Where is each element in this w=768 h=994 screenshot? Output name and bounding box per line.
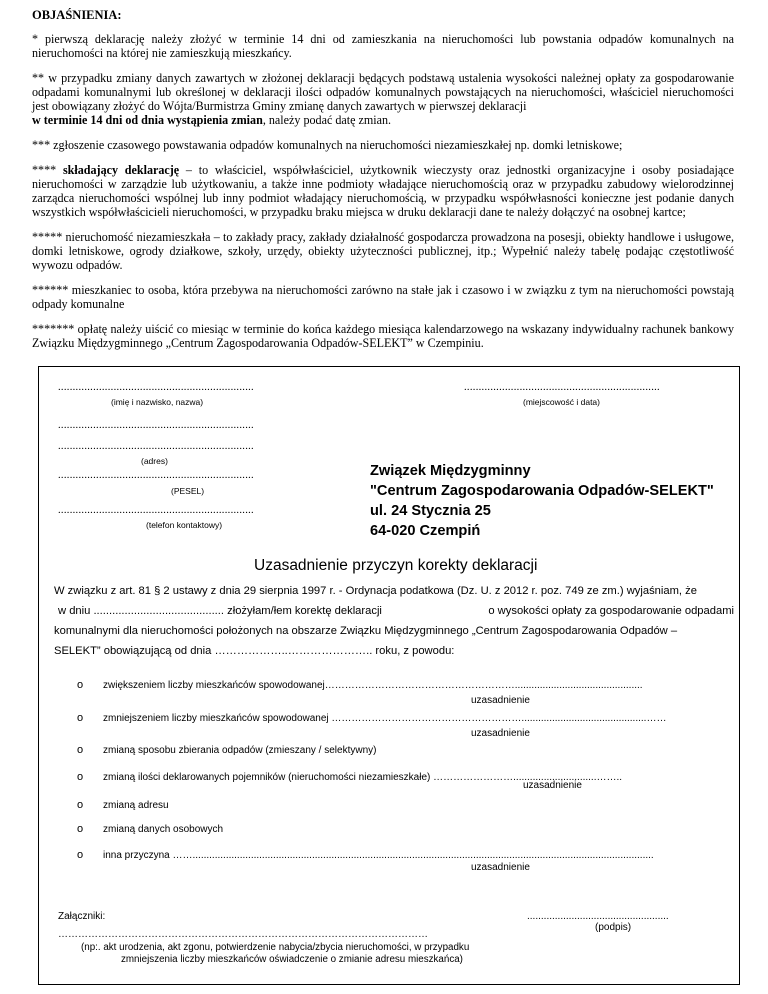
recipient-address: Związek Międzygminny "Centrum Zagospodarowania Odpadów-SELEKT" ul. 24 Stycznia 25 64-020 Czempiń	[370, 463, 714, 539]
address-caption: (adres)	[141, 456, 168, 466]
note-5: ***** nieruchomość niezamieszkała – to zakłady pracy, zakłady działalność gospodarcza prowadzona na posesji, obiekty handlowe i usługowe, domki letniskowe, ogrody działkowe, szkoły, urzędy, obiekty użyteczności publicznej, itp.; Wypełnić należy tabelę podając częstotliwość wywozu odpadów.	[32, 230, 734, 272]
option-1-checkbox[interactable]: o	[77, 679, 84, 691]
correction-form	[38, 366, 740, 985]
pesel-field[interactable]: ...................................................................	[58, 470, 254, 481]
option-4-justification: uzasadnienie	[523, 780, 582, 791]
option-5-label: zmianą adresu	[103, 800, 169, 811]
address-field-2[interactable]: ...................................................................	[58, 441, 254, 452]
note-3: *** zgłoszenie czasowego powstawania odpadów komunalnych na nieruchomości niezamieszkałej np. domki letniskowe;	[32, 138, 623, 152]
form-title: Uzasadnienie przyczyn korekty deklaracji	[254, 557, 538, 574]
option-1-justification: uzasadnienie	[471, 695, 530, 706]
option-3-label: zmianą sposobu zbierania odpadów (zmieszany / selektywny)	[103, 745, 377, 756]
address-field-1[interactable]: ...................................................................	[58, 420, 254, 431]
name-field[interactable]: ...................................................................	[58, 382, 254, 393]
option-7-justification: uzasadnienie	[471, 862, 530, 873]
attachments-note: (np:. akt urodzenia, akt zgonu, potwierdzenie nabycia/zbycia nieruchomości, w przypadku zmniejszenia liczby mieszkańców oświadczenie o zmianie adresu mieszkańca)	[81, 942, 470, 965]
note-2: ** w przypadku zmiany danych zawartych w złożonej deklaracji będących podstawą ustalenia wysokości należnej opłaty za gospodarowanie odpadami komunalnymi lub określonej w deklaracji ilości odpadów komunalnych powstających na nieruchomości, właściciel nieruchomości jest obowiązany złożyć do Wójta/Burmistrza Gminy zmianę danych zawartych w pierwszej deklaracji w terminie 14 dni od dnia wystąpienia zmian, należy podać datę zmian.	[32, 71, 734, 127]
option-7-checkbox[interactable]: o	[77, 849, 84, 861]
note-2-bold: w terminie 14 dni od dnia wystąpienia zmian	[32, 113, 263, 127]
option-2-justification: uzasadnienie	[471, 728, 530, 739]
option-5-checkbox[interactable]: o	[77, 799, 84, 811]
signature-caption: (podpis)	[595, 922, 632, 933]
option-6-checkbox[interactable]: o	[77, 823, 84, 835]
note-7: ******* opłatę należy uiścić co miesiąc w terminie do końca każdego miesiąca kalendarzowego na wskazany indywidualny rachunek bankowy Związku Międzygminnego „Centrum Zagospodarowania Odpadów-SELEKT” w Czempiniu.	[32, 322, 734, 350]
place-date-caption: (miejscowość i data)	[523, 397, 600, 407]
submission-date-field[interactable]: ..........................................	[93, 605, 224, 617]
option-3-checkbox[interactable]: o	[77, 744, 84, 756]
note-1: * pierwszą deklarację należy złożyć w terminie 14 dni od zamieszkania na nieruchomości lub powstania odpadów komunalnych na nieruchomości na której nie zamieszkują mieszkańcy.	[32, 32, 734, 60]
option-4-checkbox[interactable]: o	[77, 771, 84, 783]
option-4-label: zmianą ilości deklarowanych pojemników (nieruchomości niezamieszkałe) ……………………..............................……..	[103, 772, 623, 783]
phone-caption: (telefon kontaktowy)	[146, 520, 223, 530]
note-4: **** składający deklarację – to właściciel, współwłaściciel, użytkownik wieczysty oraz jednostki organizacyjne i osoby posiadające nieruchomości w zarządzie lub użytkowaniu, a także inne podmioty władające nieruchomością oraz w przypadku zabudowy wielorodzinnej zarządca nieruchomości wspólnej lub inny podmiot władający nieruchomością, w przypadku współwłasności konieczne jest podanie danych wszystkich współwłaścicieli nieruchomości, w przypadku braku miejsca w druku deklaracji dane te należy dołączyć na osobnej kartce;	[32, 163, 734, 219]
note-6: ****** mieszkaniec to osoba, która przebywa na nieruchomości zarówno na stałe jak i czasowo i w związku z tym na nieruchomości powstają odpady komunalne	[32, 283, 734, 311]
attachments-label: Załączniki:	[58, 911, 106, 922]
notes-heading: OBJAŚNIENIA:	[32, 8, 122, 22]
option-7-label: inna przyczyna ……......................................................................................................................................................................	[103, 850, 654, 861]
option-2-checkbox[interactable]: o	[77, 712, 84, 724]
attachments-field[interactable]: …………………………………………………………………………………………………	[58, 929, 428, 940]
phone-field[interactable]: ...................................................................	[58, 505, 254, 516]
signature-field[interactable]: ...................................................	[527, 911, 669, 922]
option-1-label: zwiększeniem liczby mieszkańców spowodowanej…………………………………………………..............................................	[103, 680, 643, 691]
notes-section	[32, 8, 734, 361]
pesel-caption: (PESEL)	[171, 486, 205, 496]
option-2-label: zmniejszeniem liczby mieszkańców spowodowanej ………………………………………………….............................................……	[103, 713, 667, 724]
statement-paragraph: W związku z art. 81 § 2 ustawy z dnia 29 sierpnia 1997 r. - Ordynacja podatkowa (Dz. U. z 2012 r. poz. 749 ze zm.) wyjaśniam, że w dniu .......................................... złożyłam/łem korektę deklaracji o wysokości opłaty za gospodarowanie odpadami komunalnymi dla nieruchomości położonych na obszarze Związku Międzygminnego „Centrum Zagospodarowania Odpadów – SELEKT” obowiązującą od dnia ………………..………………….. roku, z powodu:	[54, 585, 734, 657]
option-6-label: zmianą danych osobowych	[103, 824, 224, 835]
name-caption: (imię i nazwisko, nazwa)	[111, 397, 204, 407]
place-date-field[interactable]: ...................................................................	[464, 382, 660, 393]
